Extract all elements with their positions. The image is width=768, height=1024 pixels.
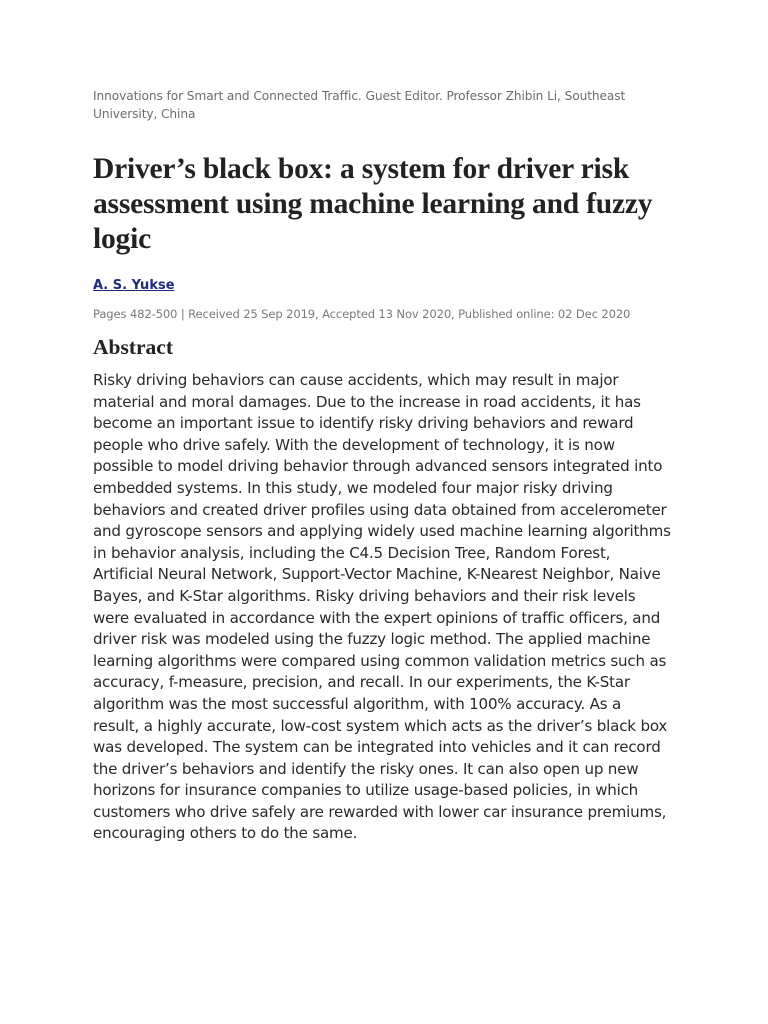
publication-info: Pages 482-500 | Received 25 Sep 2019, Accepted 13 Nov 2020, Published online: 02 Dec 2020: [93, 307, 631, 321]
article-page: [93, 0, 671, 845]
article-title: Driver’s black box: a system for driver risk assessment using machine learning and fuzzy logic: [93, 153, 653, 255]
abstract-text: Risky driving behaviors can cause accidents, which may result in major material and moral damages. Due to the increase in road accidents, it has become an important issue to identify risky driving behaviors and reward people who drive safely. With the development of technology, it is now possible to model driving behavior through advanced sensors integrated into embedded systems. In this study, we modeled four major risky driving behaviors and created driver profiles using data obtained from accelerometer and gyroscope sensors and applying widely used machine learning algorithms in behavior analysis, including the C4.5 Decision Tree, Random Forest, Artificial Neural Network, Support-Vector Machine, K-Nearest Neighbor, Naive Bayes, and K-Star algorithms. Risky driving behaviors and their risk levels were evaluated in accordance with the expert opinions of traffic officers, and driver risk was modeled using the fuzzy logic method. The applied machine learning algorithms were compared using common validation metrics such as accuracy, f-measure, precision, and recall. In our experiments, the K-Star algorithm was the most successful algorithm, with 100% accuracy. As a result, a highly accurate, low-cost system which acts as the driver’s black box was developed. The system can be integrated into vehicles and it can record the driver’s behaviors and identify the risky ones. It can also open up new horizons for insurance companies to utilize usage-based policies, in which customers who drive safely are rewarded with lower car insurance premiums, encouraging others to do the same.: [93, 371, 671, 843]
series-note: Innovations for Smart and Connected Traffic. Guest Editor. Professor Zhibin Li, Southeast University, China: [93, 89, 626, 121]
author-link[interactable]: A. S. Yukse: [93, 278, 175, 293]
abstract-heading: Abstract: [93, 335, 174, 359]
